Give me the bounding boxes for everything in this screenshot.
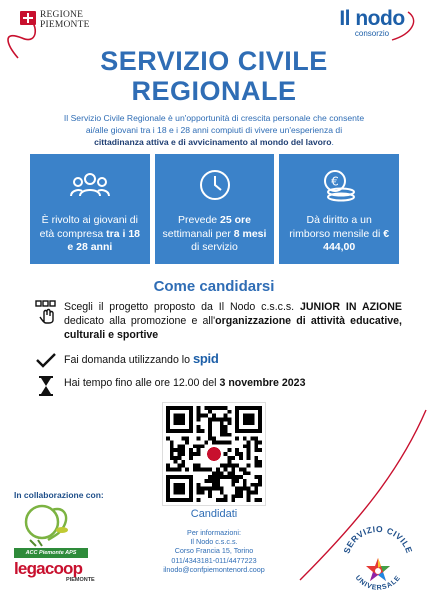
section-subtitle: Come candidarsi bbox=[153, 278, 275, 295]
info-box-age bbox=[30, 154, 150, 264]
regione-piemonte-logo bbox=[20, 10, 90, 30]
region-name-line2: PIEMONTE bbox=[40, 20, 90, 30]
legacoop-subtitle: PIEMONTE bbox=[66, 577, 95, 583]
coins-icon bbox=[321, 168, 357, 202]
page-title bbox=[0, 46, 428, 106]
legacoop-name: legacoop bbox=[14, 559, 83, 578]
step2-text-a: Fai domanda utilizzando lo bbox=[64, 354, 193, 366]
qr-code[interactable] bbox=[162, 402, 266, 506]
il-nodo-logo bbox=[336, 8, 408, 38]
box-age-text-b: tra i 18 e 28 anni bbox=[67, 227, 141, 253]
svg-text:UNIVERSALE bbox=[354, 574, 402, 591]
box-refund-text-b: € 444,00 bbox=[323, 227, 390, 253]
step-apply-spid bbox=[34, 352, 402, 368]
qr-cta-label: Candidati bbox=[190, 508, 238, 520]
svg-text:SERVIZIO CIVILE bbox=[341, 524, 414, 555]
info-box-refund bbox=[279, 154, 399, 264]
title-line-1: SERVIZIO CIVILE bbox=[100, 46, 328, 76]
nodo-logo-text: Il nodo bbox=[339, 7, 405, 30]
people-icon bbox=[70, 172, 110, 198]
info-line-1: Per informazioni: bbox=[187, 528, 241, 537]
clock-icon bbox=[198, 168, 232, 202]
info-line-3: Corso Francia 15, Torino bbox=[174, 546, 254, 556]
intro-paragraph bbox=[36, 112, 392, 148]
acc-piemonte-band: ACC Piemonte APS bbox=[14, 548, 88, 558]
spid-logo: spid bbox=[192, 351, 219, 366]
info-line-4: 011/4343181-011/4477223 bbox=[171, 555, 257, 565]
box-age-text-a: È rivolto ai giovani di età compresa bbox=[39, 214, 138, 240]
scu-bottom-text: UNIVERSALE bbox=[353, 574, 403, 592]
box-hours-text-e: di servizio bbox=[191, 241, 238, 253]
info-box-hours bbox=[155, 154, 275, 264]
step1-text-c: dedicato alla promozione e all' bbox=[64, 315, 216, 327]
scu-top-text: SERVIZIO CIVILE bbox=[341, 523, 415, 555]
intro-strong: cittadinanza attiva e di avvicinamento al mondo del lavoro bbox=[94, 137, 332, 147]
servizio-civile-universale-logo bbox=[338, 520, 418, 600]
hourglass-icon bbox=[38, 376, 54, 396]
qr-code-pattern[interactable] bbox=[166, 406, 262, 502]
legacoop-logo bbox=[14, 560, 104, 583]
intro-line-1: Il Servizio Civile Regionale è un'opportunità di crescita personale che consente bbox=[63, 113, 365, 123]
box-hours-text-a: Prevede bbox=[178, 214, 221, 226]
nodo-logo-subtitle: consorzio bbox=[354, 29, 390, 38]
info-boxes bbox=[30, 154, 399, 264]
box-refund-text-a: Dà diritto a un rimborso mensile di bbox=[289, 214, 384, 240]
step1-text-a: Scegli il progetto proposto da Il Nodo c.s.c.s. bbox=[64, 301, 300, 313]
info-email[interactable]: ilnodo@confpiemontenord.coop bbox=[163, 564, 265, 574]
hand-pointer-icon bbox=[35, 300, 57, 324]
step3-deadline-date: 3 novembre 2023 bbox=[219, 377, 306, 389]
step-deadline bbox=[34, 376, 402, 396]
intro-end: . bbox=[331, 137, 334, 147]
region-name-line1: REGIONE bbox=[40, 10, 84, 20]
info-line-2: Il Nodo c.s.c.s. bbox=[190, 537, 238, 547]
regione-flag-icon bbox=[20, 11, 36, 25]
box-hours-text-b: 25 ore bbox=[220, 214, 251, 226]
collaboration-label: In collaborazione con: bbox=[14, 490, 104, 500]
step3-text-a: Hai tempo fino alle ore 12.00 del bbox=[64, 377, 220, 389]
box-hours-text-c: settimanali per bbox=[162, 227, 234, 240]
step1-text-d: organizzazione di attività educative, culturali e sportive bbox=[64, 315, 402, 341]
contact-info bbox=[134, 528, 294, 574]
title-line-2: REGIONALE bbox=[131, 76, 297, 106]
step1-project-name: JUNIOR IN AZIONE bbox=[300, 301, 402, 313]
checkmark-icon bbox=[35, 352, 57, 368]
box-hours-text-d: 8 mesi bbox=[233, 227, 267, 240]
step-choose-project bbox=[34, 300, 402, 342]
intro-line-2: ai/alle giovani tra i 18 e i 28 anni compiuti di vivere un'esperienza di bbox=[85, 125, 343, 135]
svg-text:€: € bbox=[331, 174, 339, 189]
